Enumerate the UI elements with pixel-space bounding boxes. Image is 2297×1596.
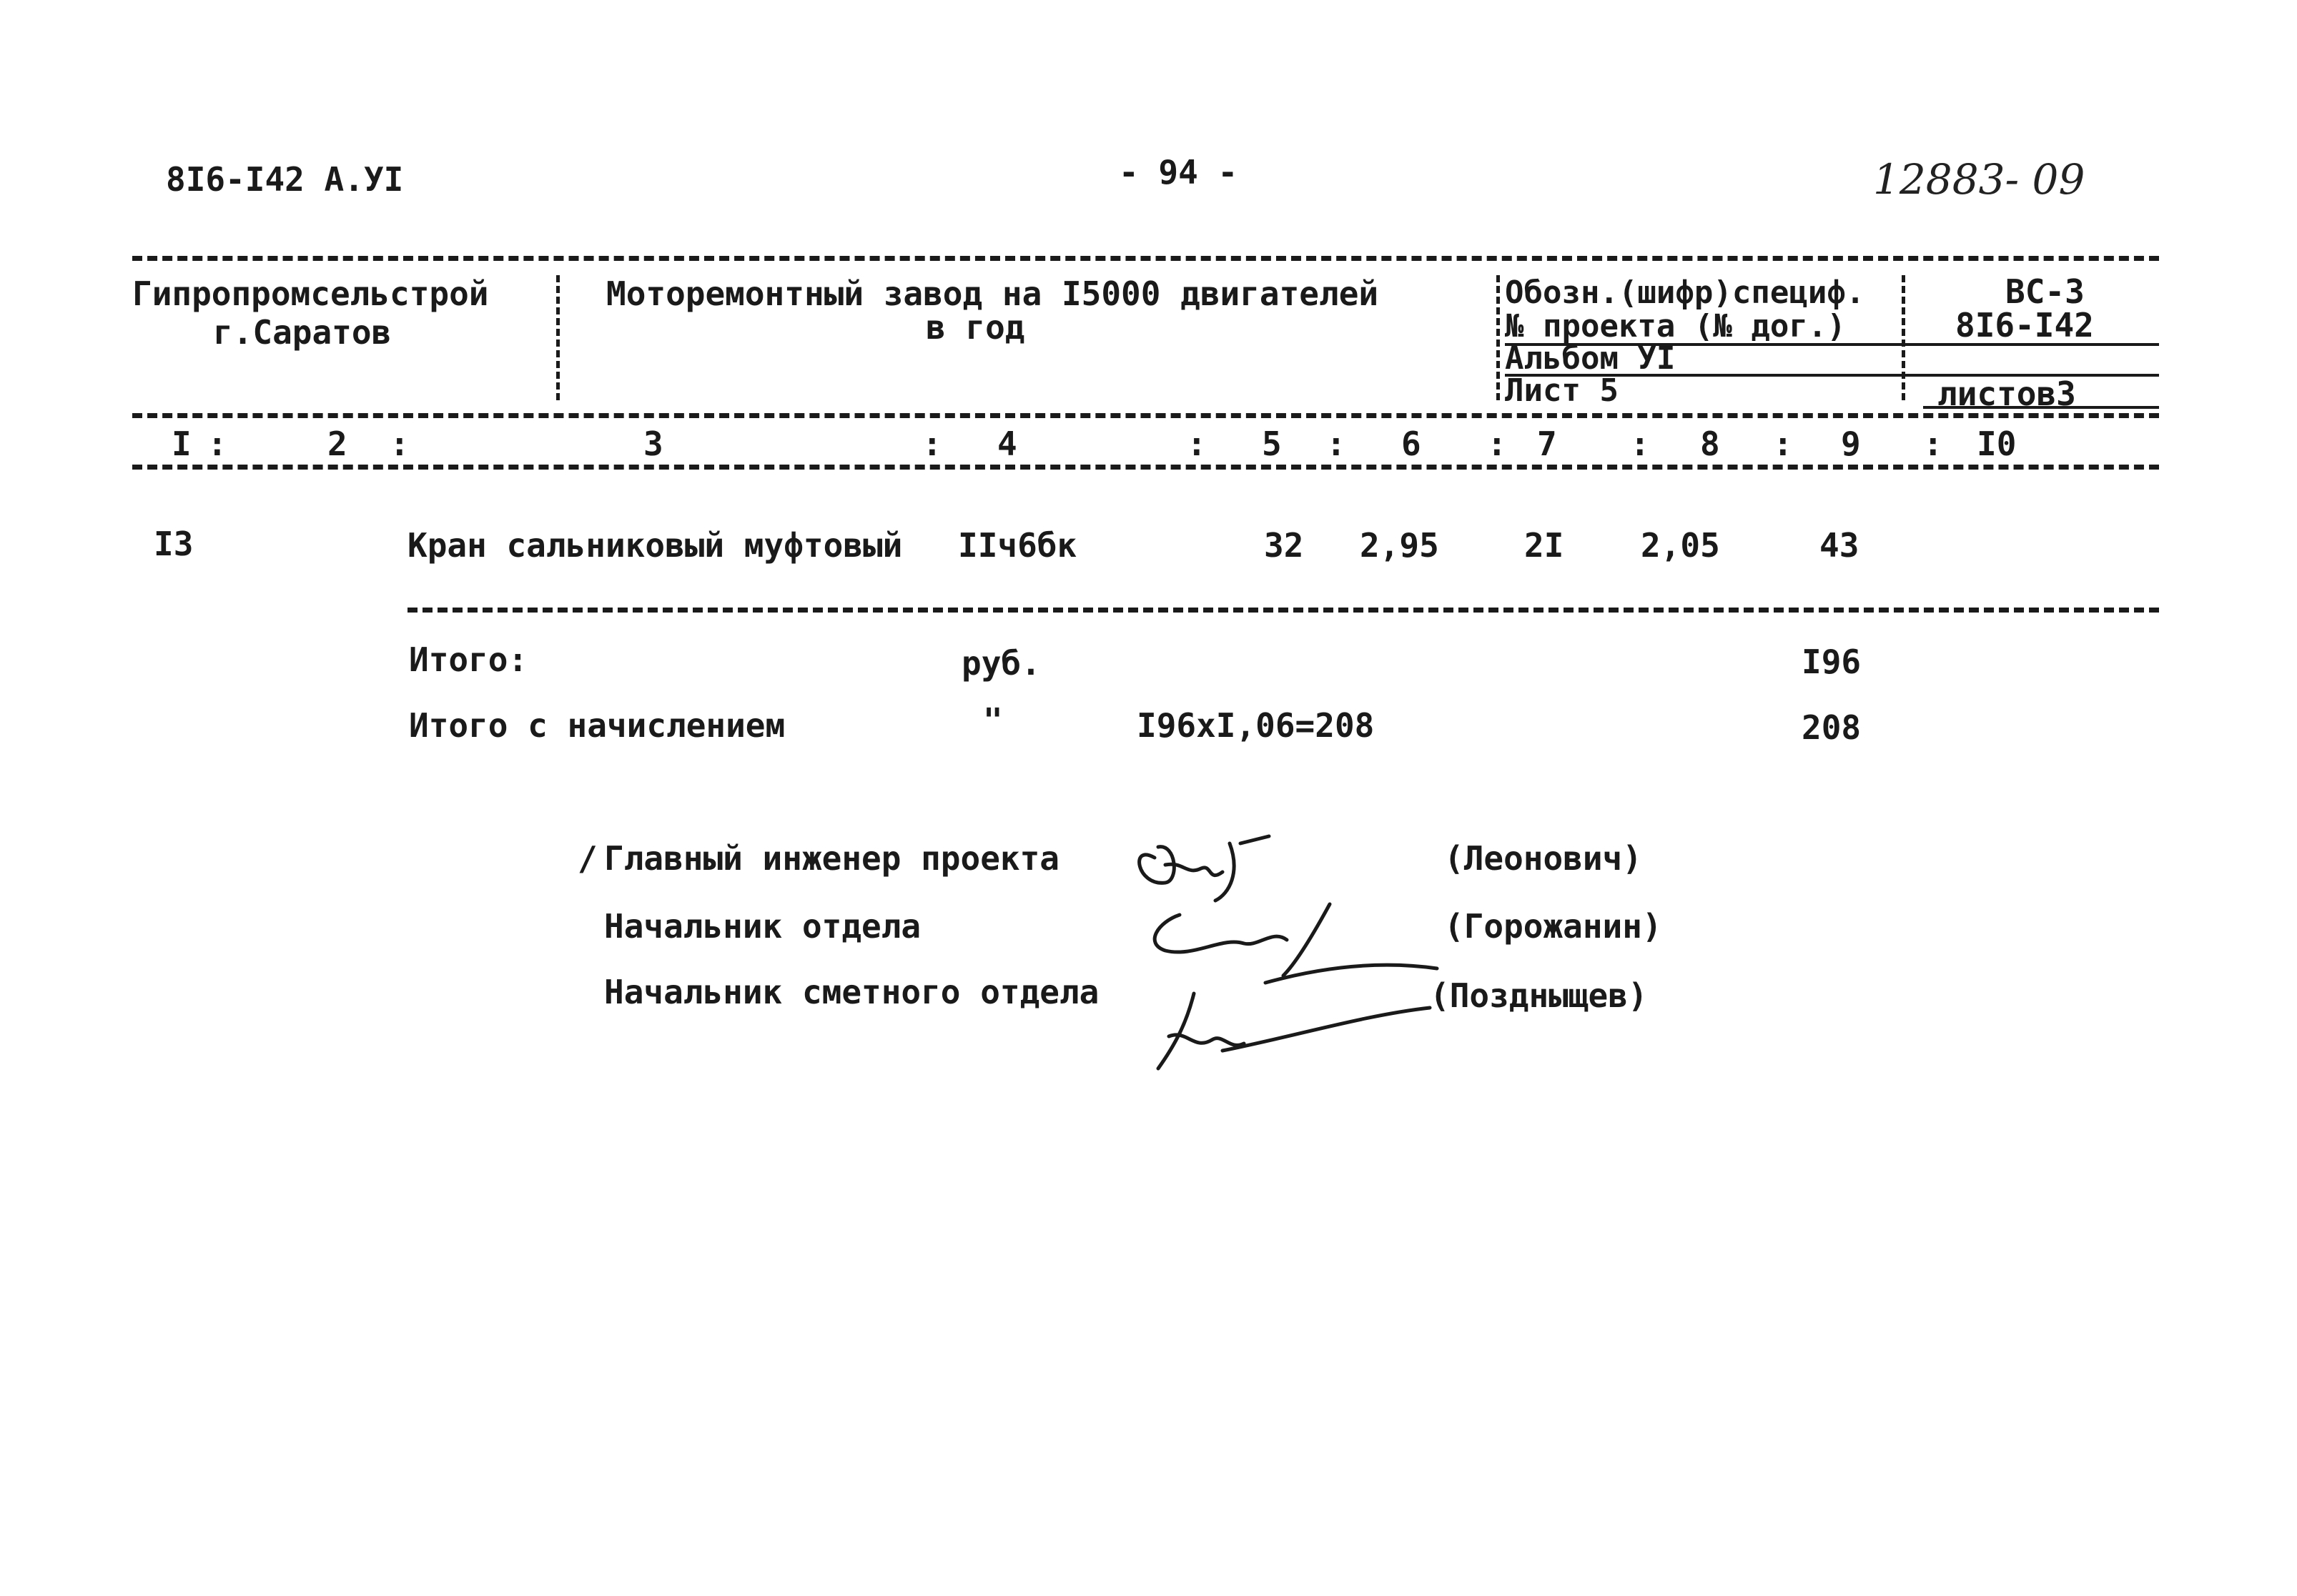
column-separator: : — [1630, 425, 1650, 463]
cell-col8: 2,05 — [1641, 526, 1720, 565]
charged-total-unit: " — [983, 701, 1003, 740]
column-number-9: 9 — [1841, 425, 1861, 463]
column-separator: : — [390, 425, 410, 463]
total-label: Итого: — [409, 640, 528, 679]
column-number-8: 8 — [1700, 425, 1720, 463]
project-number-value: 8I6-I42 — [1955, 306, 2094, 345]
cell-col5: 32 — [1264, 526, 1304, 565]
chief-engineer-role: Главный инженер проекта — [604, 839, 1059, 878]
stamp-divider-3 — [1902, 275, 1905, 400]
charged-total-label: Итого с начислением — [409, 706, 786, 745]
handwritten-signatures — [1115, 815, 1473, 1086]
project-number-label: № проекта (№ дог.) — [1505, 308, 1846, 345]
department-head-name: (Горожанин) — [1444, 907, 1662, 946]
column-number-7: 7 — [1537, 425, 1557, 463]
column-separator: : — [922, 425, 942, 463]
column-separator: : — [207, 425, 227, 463]
charged-total-value: 208 — [1802, 708, 1862, 747]
column-separator: : — [1487, 425, 1507, 463]
column-number-10: I0 — [1977, 425, 2017, 463]
chief-engineer-name: (Леонович) — [1444, 839, 1642, 878]
column-separator: : — [1187, 425, 1207, 463]
column-separator: : — [1923, 425, 1943, 463]
inventory-number: 12883- 09 — [1873, 155, 2085, 204]
sheet-label: Лист 5 — [1505, 372, 1619, 409]
column-number-3: 3 — [643, 425, 663, 463]
stamp-divider-1 — [556, 275, 560, 400]
charged-total-formula: I96хI,06=208 — [1137, 706, 1375, 745]
total-unit: руб. — [962, 644, 1041, 683]
estimate-head-role: Начальник сметного отдела — [604, 973, 1100, 1011]
organization-name: Гипропромсельстрой — [132, 274, 489, 313]
total-value: I96 — [1802, 643, 1862, 681]
organization-city: г.Саратов — [213, 313, 392, 352]
signature-leonovich — [1140, 836, 1269, 901]
estimate-head-name: (Поздныщев) — [1430, 976, 1648, 1015]
department-head-role: Начальник отдела — [604, 907, 922, 946]
object-name-continued: в год — [926, 308, 1025, 347]
sheets-count: листов3 — [1937, 375, 2076, 413]
signature-gorozhanin — [1155, 904, 1330, 976]
stamp-divider-2 — [1496, 275, 1500, 400]
stamp-bottom-border — [132, 413, 2159, 418]
totals-separator — [407, 608, 2159, 613]
spec-code-value: ВС-3 — [2005, 272, 2085, 311]
cell-col6: 2,95 — [1360, 526, 1439, 565]
spec-code-label: Обозн.(шифр)специф. — [1505, 274, 1865, 311]
column-number-6: 6 — [1401, 425, 1421, 463]
cell-col7: 2I — [1524, 526, 1564, 565]
album-label: Альбом УI — [1505, 340, 1676, 377]
signature-pozdnyshev — [1158, 993, 1430, 1069]
column-number-underline — [132, 465, 2159, 470]
column-separator: : — [1773, 425, 1793, 463]
object-name: Моторемонтный завод на I5000 двигателей — [606, 274, 1379, 313]
item-name: Кран сальниковый муфтовый — [407, 526, 903, 565]
cell-col9: 43 — [1819, 526, 1859, 565]
stamp-top-border — [132, 256, 2159, 261]
column-number-5: 5 — [1262, 425, 1282, 463]
signature-mark: / — [578, 839, 598, 878]
column-number-2: 2 — [327, 425, 347, 463]
column-number-4: 4 — [997, 425, 1017, 463]
document-code: 8I6-I42 А.УI — [166, 160, 404, 199]
item-code: IIч6бк — [958, 526, 1077, 565]
column-separator: : — [1326, 425, 1346, 463]
page-number: - 94 - — [1119, 153, 1238, 192]
row-number: I3 — [154, 525, 194, 563]
column-number-1: I — [172, 425, 192, 463]
